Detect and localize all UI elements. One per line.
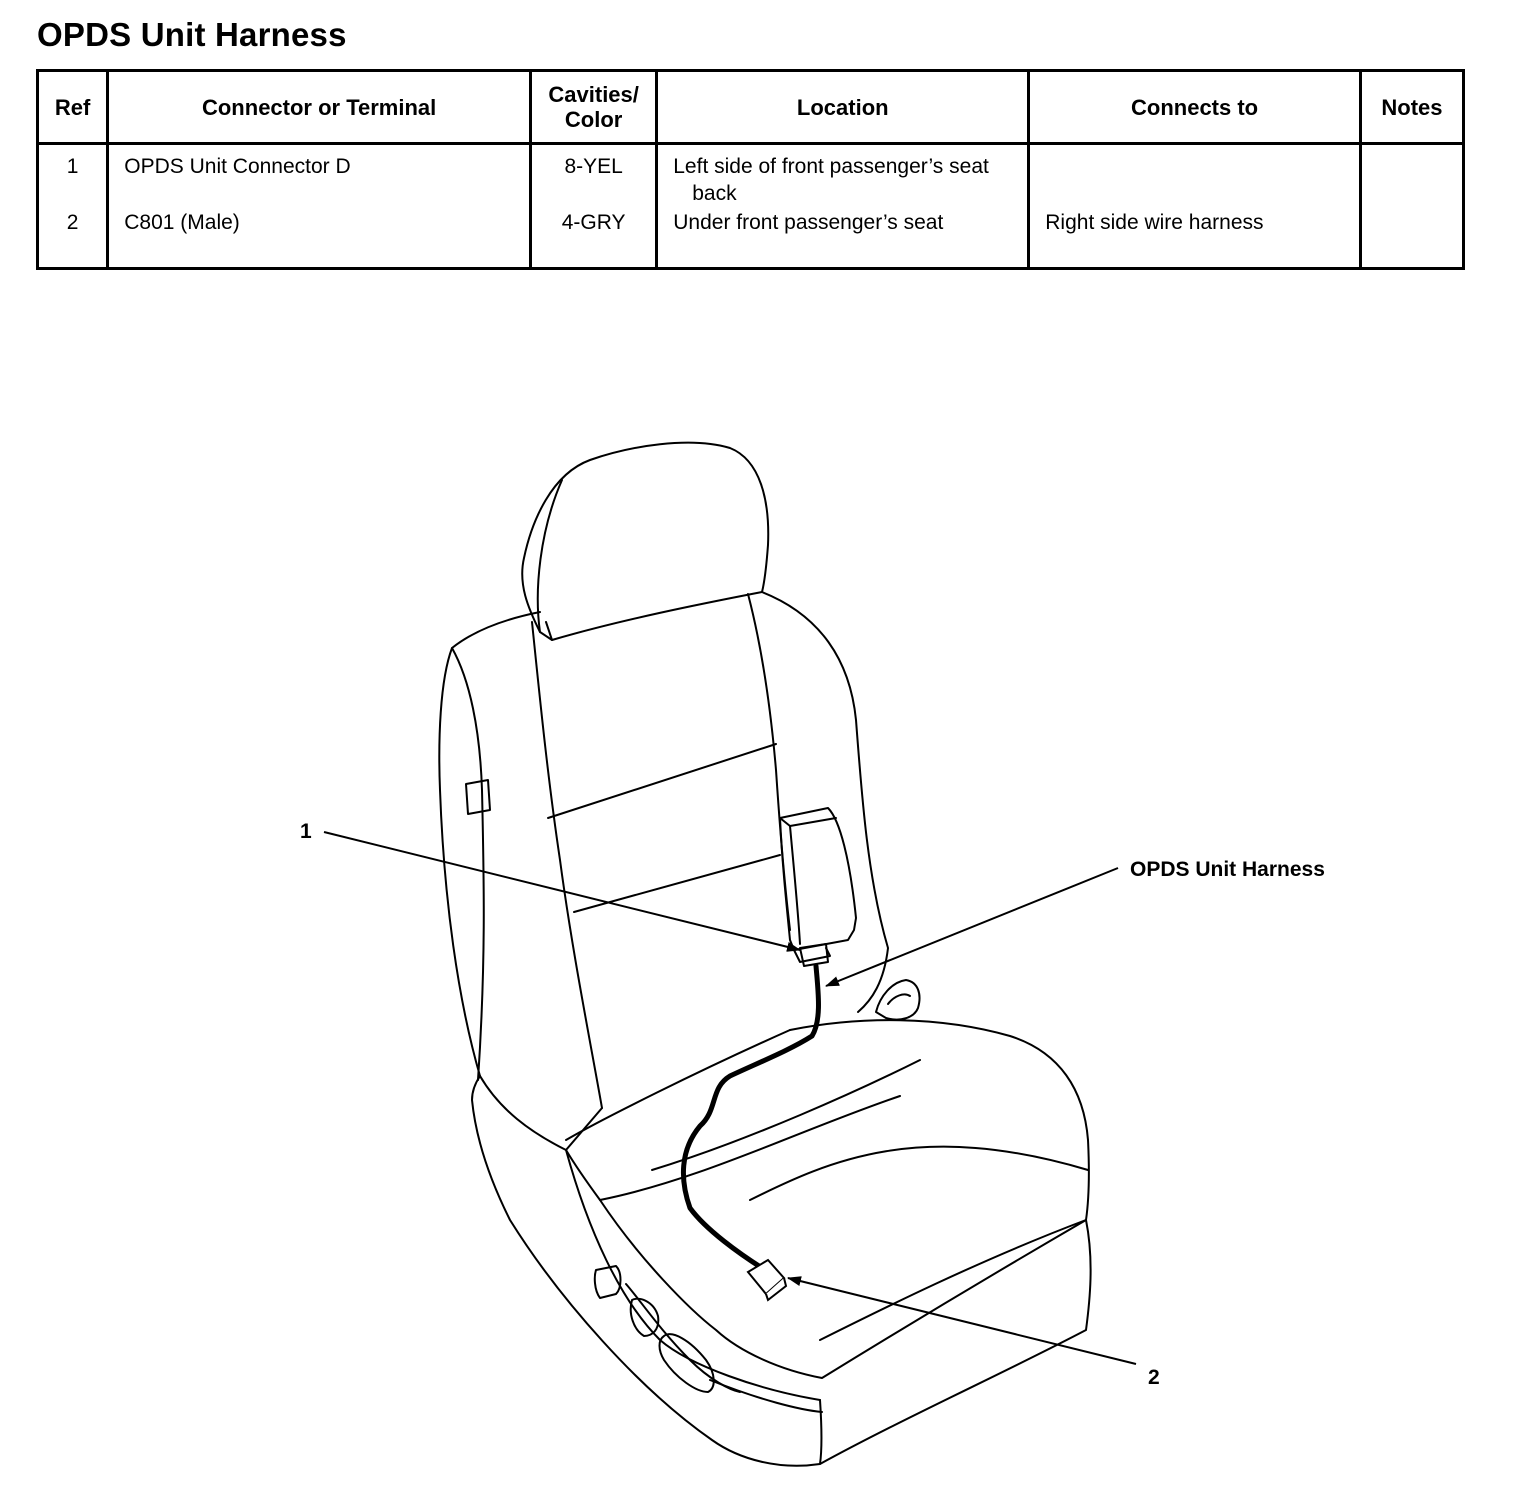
header-connector: Connector or Terminal — [108, 71, 531, 144]
header-cavities-line2: Color — [564, 107, 623, 132]
seat-back-outer — [762, 592, 888, 1012]
harness-wire — [683, 966, 818, 1268]
seat-back-inner-panel — [532, 622, 602, 1108]
row-1-location: Left side of front passenger’s seat back — [673, 155, 989, 205]
callout-2: 2 — [1148, 1366, 1160, 1389]
callout-1: 1 — [300, 820, 312, 843]
row-1-ref: 1 — [66, 155, 79, 178]
harness-callout-label: OPDS Unit Harness — [1130, 858, 1325, 881]
header-connects-to: Connects to — [1029, 71, 1361, 144]
row-1-connector: OPDS Unit Connector D — [124, 155, 351, 178]
row-2-ref: 2 — [66, 211, 79, 234]
page-title: OPDS Unit Harness — [37, 16, 347, 53]
header-cavities-line1: Cavities/ — [548, 82, 639, 107]
headrest-inner — [538, 480, 562, 632]
row-2-connector: C801 (Male) — [124, 211, 240, 234]
seat-cushion — [566, 1020, 1089, 1378]
header-notes: Notes — [1360, 71, 1463, 144]
seat-back-left — [439, 612, 540, 1076]
leader-line-1 — [324, 832, 800, 950]
connector-2 — [748, 1260, 786, 1300]
leader-line-harness — [826, 868, 1118, 986]
header-location: Location — [657, 71, 1029, 144]
row-1-cavities-color: 8-YEL — [564, 155, 623, 178]
seat-switch-3 — [660, 1334, 714, 1392]
seat-belt-buckle — [876, 980, 920, 1020]
leader-line-2 — [788, 1278, 1136, 1364]
row-2-cavities-color: 4-GRY — [561, 211, 626, 234]
headrest — [522, 443, 768, 640]
header-ref: Ref — [38, 71, 108, 144]
seat-switch-2 — [631, 1299, 659, 1336]
opds-unit — [780, 808, 856, 950]
row-2-location: Under front passenger’s seat — [673, 211, 944, 234]
row-2-connects-to: Right side wire harness — [1045, 211, 1264, 234]
